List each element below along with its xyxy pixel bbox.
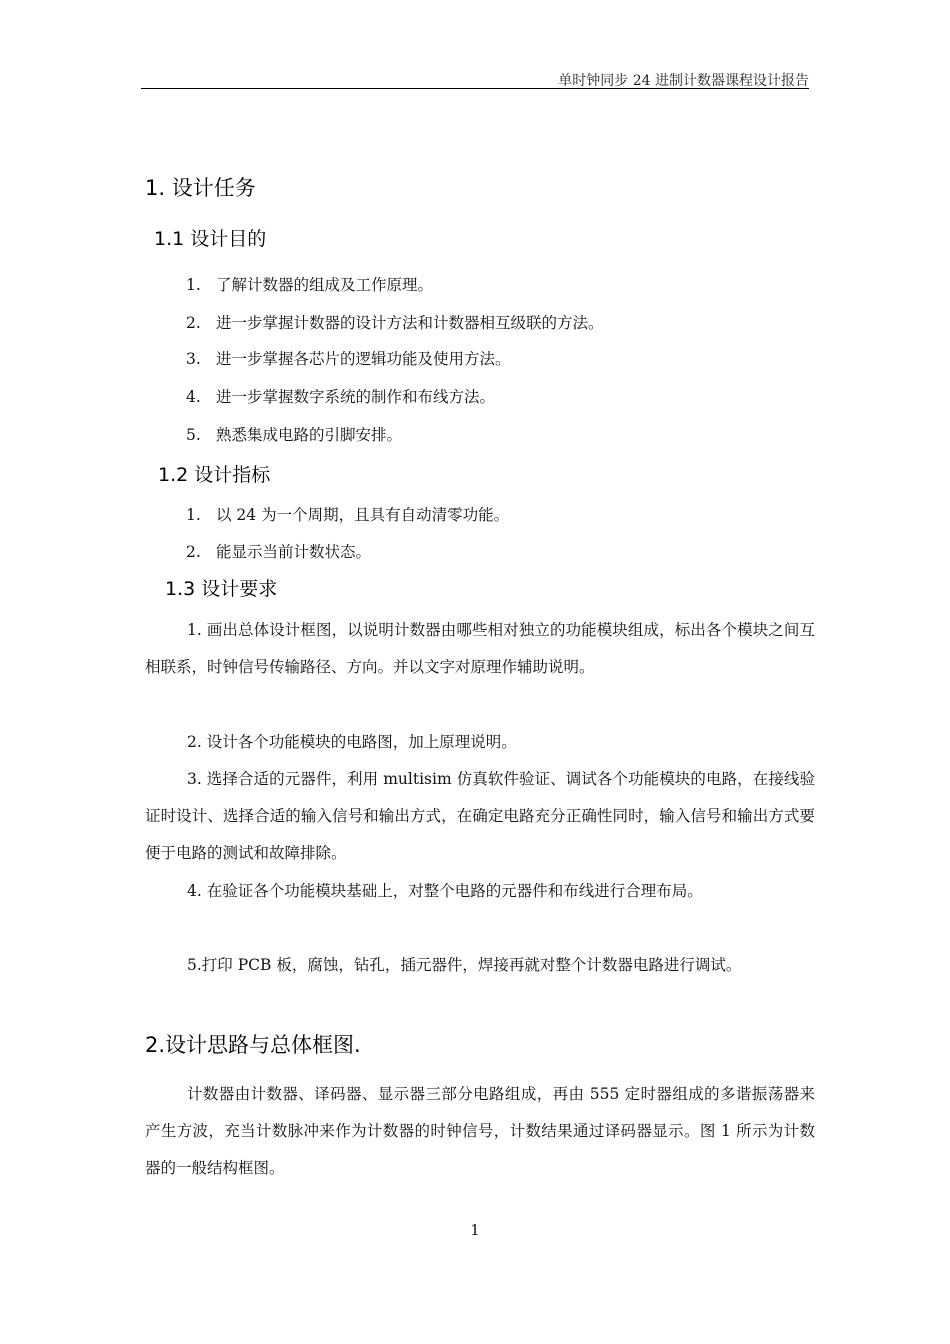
list-text: 进一步掌握各芯片的逻辑功能及使用方法。 bbox=[216, 350, 511, 368]
section-2-heading: 2.设计思路与总体框图. bbox=[145, 1033, 361, 1057]
requirement-paragraph: 4. 在验证各个功能模块基础上，对整个电路的元器件和布线进行合理布局。 bbox=[187, 882, 703, 900]
list-number: 1. bbox=[186, 506, 201, 524]
section-1-heading: 1. 设计任务 bbox=[145, 176, 256, 200]
list-text: 进一步掌握数字系统的制作和布线方法。 bbox=[216, 388, 496, 406]
page-number: 1 bbox=[470, 1221, 480, 1239]
list-number: 4. bbox=[186, 388, 201, 406]
requirement-paragraph: 5.打印 PCB 板，腐蚀，钻孔，插元器件，焊接再就对整个计数器电路进行调试。 bbox=[187, 956, 742, 974]
list-item bbox=[186, 273, 433, 295]
list-number: 2. bbox=[186, 543, 201, 561]
list-item bbox=[186, 540, 371, 562]
list-item bbox=[186, 385, 495, 407]
requirement-paragraph: 1. 画出总体设计框图，以说明计数器由哪些相对独立的功能模块组成，标出各个模块之间互相联系，时钟信号传输路径、方向。并以文字对原理作辅助说明。 bbox=[145, 621, 815, 676]
list-text: 熟悉集成电路的引脚安排。 bbox=[216, 426, 403, 444]
list-item bbox=[186, 423, 402, 445]
list-item bbox=[186, 503, 509, 525]
list-text: 能显示当前计数状态。 bbox=[216, 543, 372, 561]
section-1-3-heading: 1.3 设计要求 bbox=[165, 578, 278, 600]
section-1-2-heading: 1.2 设计指标 bbox=[158, 464, 271, 486]
list-text: 进一步掌握计数器的设计方法和计数器相互级联的方法。 bbox=[216, 314, 604, 332]
requirement-paragraph: 3. 选择合适的元器件，利用 multisim 仿真软件验证、调试各个功能模块的电路，在接线验证时设计、选择合适的输入信号和输出方式，在确定电路充分正确性同时，输入信号和输出方式要便于电路的测试和故障排除。 bbox=[145, 770, 815, 862]
list-number: 2. bbox=[186, 314, 201, 332]
requirement-paragraph: 2. 设计各个功能模块的电路图，加上原理说明。 bbox=[187, 733, 517, 751]
header-rule bbox=[141, 88, 809, 89]
body-paragraph: 计数器由计数器、译码器、显示器三部分电路组成，再由 555 定时器组成的多谐振荡器来产生方波，充当计数脉冲来作为计数器的时钟信号，计数结果通过译码器显示。图 1 所示为计数器的一般结构框图。 bbox=[145, 1085, 815, 1177]
list-item bbox=[186, 347, 511, 369]
list-number: 5. bbox=[186, 426, 201, 444]
list-text: 了解计数器的组成及工作原理。 bbox=[216, 276, 434, 294]
list-number: 1. bbox=[186, 276, 201, 294]
list-text: 以 24 为一个周期，且具有自动清零功能。 bbox=[216, 506, 510, 524]
list-item bbox=[186, 311, 604, 333]
section-1-1-heading: 1.1 设计目的 bbox=[154, 228, 267, 250]
list-number: 3. bbox=[186, 350, 201, 368]
running-header: 单时钟同步 24 进制计数器课程设计报告 bbox=[558, 73, 809, 89]
